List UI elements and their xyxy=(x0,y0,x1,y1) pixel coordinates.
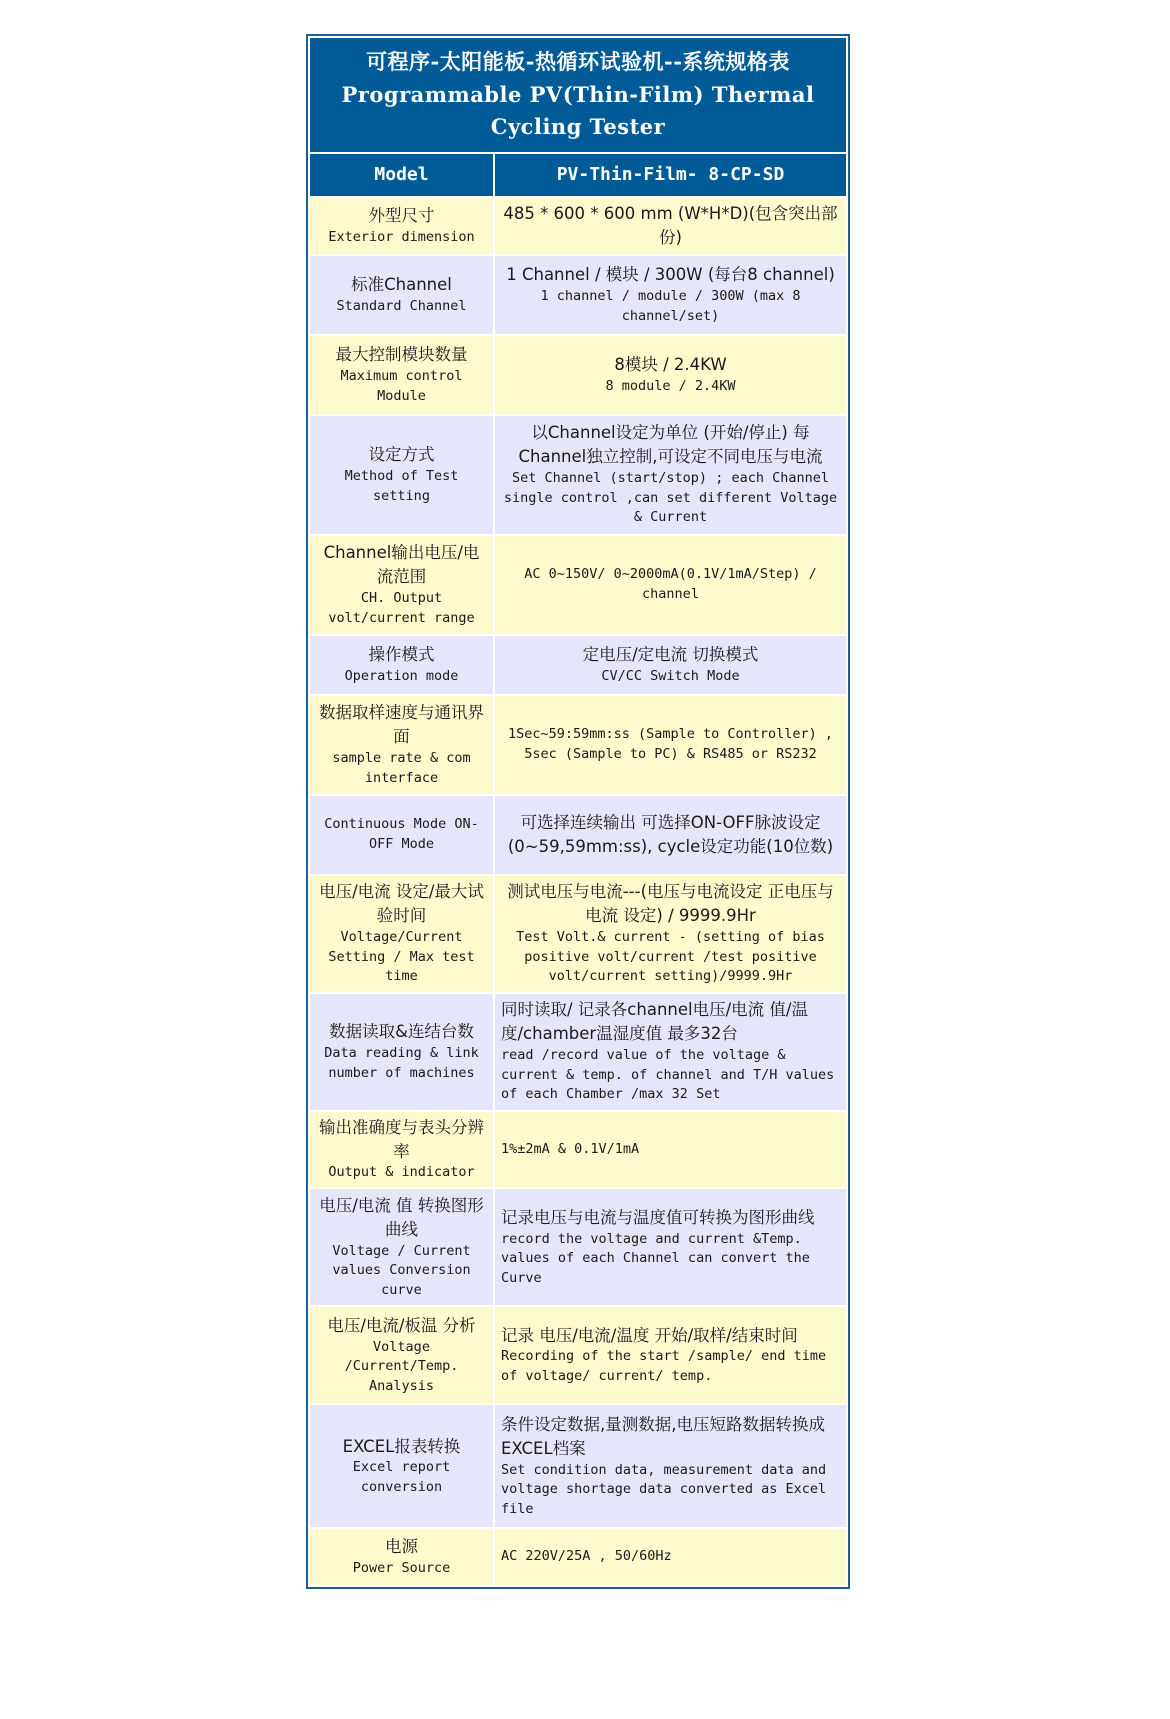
spec-row-setting-method xyxy=(309,415,847,535)
title-row xyxy=(309,37,847,153)
spec-row-data-reading xyxy=(309,993,847,1111)
spec-row-sample-rate xyxy=(309,695,847,795)
header-row xyxy=(309,153,847,197)
label-zh: Channel输出电压/电流范围 xyxy=(323,543,480,587)
spec-sheet xyxy=(306,34,850,1589)
spec-label xyxy=(309,695,494,795)
spec-row-channel xyxy=(309,255,847,335)
spec-value xyxy=(494,795,847,875)
label-zh: 电压/电流 设定/最大试验时间 xyxy=(319,882,484,926)
label-zh: 标准Channel xyxy=(351,274,452,294)
label-zh: 设定方式 xyxy=(368,445,435,465)
spec-value xyxy=(494,875,847,993)
label-zh: 电压/电流/板温 分析 xyxy=(327,1315,476,1335)
label-zh: 输出准确度与表头分辨率 xyxy=(319,1117,484,1161)
value-zh: 定电压/定电流 切换模式 xyxy=(582,644,759,664)
label-zh: 最大控制模块数量 xyxy=(335,345,468,365)
label-en: Voltage/Current Setting / Max test time xyxy=(328,929,475,985)
value-en: AC 0~150V/ 0~2000mA(0.1V/1mA/Step) / channel xyxy=(524,566,817,602)
label-en: Power Source xyxy=(352,1560,451,1577)
spec-label xyxy=(309,875,494,993)
label-en: Output & indicator xyxy=(328,1164,475,1181)
spec-value xyxy=(494,695,847,795)
label-zh: 电源 xyxy=(385,1537,418,1557)
label-zh: 电压/电流 值 转换图形曲线 xyxy=(319,1195,484,1239)
label-en: Voltage / Current values Conversion curve xyxy=(332,1242,471,1298)
spec-value xyxy=(494,1111,847,1188)
spec-value xyxy=(494,535,847,635)
spec-table xyxy=(308,36,848,1587)
value-en: Set condition data, measurement data and voltage shortage data converted as Excel file xyxy=(501,1461,827,1517)
value-en: AC 220V/25A , 50/60Hz xyxy=(501,1548,672,1565)
spec-value xyxy=(494,197,847,255)
spec-value xyxy=(494,635,847,695)
label-en: Excel report conversion xyxy=(352,1459,451,1495)
spec-label xyxy=(309,535,494,635)
label-en: Operation mode xyxy=(344,667,459,684)
spec-label xyxy=(309,993,494,1111)
value-en: 1 channel / module / 300W (max 8 channel/set) xyxy=(540,288,801,324)
label-en: Data reading & link number of machines xyxy=(324,1045,479,1081)
spec-label xyxy=(309,255,494,335)
label-en: Voltage /Current/Temp. Analysis xyxy=(344,1338,459,1394)
spec-label xyxy=(309,1528,494,1586)
spec-row-power xyxy=(309,1528,847,1586)
spec-row-operation-mode xyxy=(309,635,847,695)
spec-label xyxy=(309,795,494,875)
value-zh: 1 Channel / 模块 / 300W (每台8 channel) xyxy=(506,265,835,285)
value-en: CV/CC Switch Mode xyxy=(601,667,740,684)
title-en-line-1: Programmable PV(Thin-Film) Thermal xyxy=(341,81,815,107)
label-en: Standard Channel xyxy=(336,297,467,314)
spec-row-exterior xyxy=(309,197,847,255)
table-title xyxy=(309,37,847,153)
spec-row-analysis xyxy=(309,1306,847,1404)
spec-label xyxy=(309,1306,494,1404)
spec-label xyxy=(309,1111,494,1188)
value-en: read /record value of the voltage & current & temp. of channel and T/H values of each Chamber /max 32 Set xyxy=(501,1047,835,1103)
value-en: Recording of the start /sample/ end time of voltage/ current/ temp. xyxy=(501,1348,827,1384)
value-en: Set Channel (start/stop) ; each Channel single control ,can set different Voltage & Current xyxy=(503,470,838,526)
spec-row-curve-conversion xyxy=(309,1188,847,1306)
title-en-line-2: Cycling Tester xyxy=(490,114,666,140)
value-en: Test Volt.& current - (setting of bias positive volt/current /test positive volt/current setting)/9999.9Hr xyxy=(516,929,825,985)
spec-value xyxy=(494,1306,847,1404)
spec-row-max-test-time xyxy=(309,875,847,993)
spec-label xyxy=(309,415,494,535)
label-zh: 操作模式 xyxy=(368,644,435,664)
value-en: 8 module / 2.4KW xyxy=(605,377,736,394)
spec-label xyxy=(309,635,494,695)
value-zh: 测试电压与电流---(电压与电流设定 正电压与电流 设定) / 9999.9Hr xyxy=(507,882,834,926)
value-zh: 以Channel设定为单位 (开始/停止) 每Channel独立控制,可设定不同电压与电流 xyxy=(518,423,823,467)
label-zh: 外型尺寸 xyxy=(368,205,435,225)
spec-value xyxy=(494,335,847,415)
value-zh: 记录电压与电流与温度值可转换为图形曲线 xyxy=(501,1207,815,1227)
label-en: Exterior dimension xyxy=(328,228,475,245)
spec-row-max-module xyxy=(309,335,847,415)
label-en: Maximum control Module xyxy=(340,368,463,404)
spec-label xyxy=(309,1404,494,1528)
spec-value xyxy=(494,255,847,335)
spec-value xyxy=(494,415,847,535)
spec-value xyxy=(494,1528,847,1586)
spec-value xyxy=(494,1188,847,1306)
label-en: sample rate & com interface xyxy=(332,750,471,786)
spec-label xyxy=(309,1188,494,1306)
label-zh: 数据取样速度与通讯界面 xyxy=(319,703,484,747)
value-en: 1%±2mA & 0.1V/1mA xyxy=(501,1140,640,1157)
label-zh: EXCEL报表转换 xyxy=(342,1436,461,1456)
label-en: CH. Output volt/current range xyxy=(328,590,475,626)
spec-value xyxy=(494,1404,847,1528)
value-zh: 485 * 600 * 600 mm (W*H*D)(包含突出部份) xyxy=(503,203,838,247)
spec-label xyxy=(309,335,494,415)
value-zh: 可选择连续输出 可选择ON-OFF脉波设定(0~59,59mm:ss), cycle设定功能(10位数) xyxy=(507,812,834,856)
label-zh: 数据读取&连结台数 xyxy=(329,1022,474,1042)
spec-value xyxy=(494,993,847,1111)
label-en: Method of Test setting xyxy=(344,468,459,504)
spec-label xyxy=(309,197,494,255)
value-zh: 8模块 / 2.4KW xyxy=(614,354,727,374)
value-zh: 记录 电压/电流/温度 开始/取样/结束时间 xyxy=(501,1325,798,1345)
spec-row-output-range xyxy=(309,535,847,635)
value-zh: 同时读取/ 记录各channel电压/电流 值/温度/chamber温湿度值 最多32台 xyxy=(501,1000,808,1044)
spec-row-excel xyxy=(309,1404,847,1528)
value-zh: 条件设定数据,量测数据,电压短路数据转换成EXCEL档案 xyxy=(501,1414,825,1458)
label-en: Continuous Mode ON-OFF Mode xyxy=(324,816,479,852)
spec-row-continuous-mode xyxy=(309,795,847,875)
value-en: record the voltage and current &Temp. values of each Channel can convert the Curve xyxy=(501,1230,810,1286)
header-model-value: PV-Thin-Film- 8-CP-SD xyxy=(494,153,847,197)
title-zh: 可程序-太阳能板-热循环试验机--系统规格表 xyxy=(366,49,790,74)
value-en: 1Sec~59:59mm:ss (Sample to Controller) , 5sec (Sample to PC) & RS485 or RS232 xyxy=(507,726,834,762)
header-model: Model xyxy=(309,153,494,197)
spec-row-accuracy xyxy=(309,1111,847,1188)
